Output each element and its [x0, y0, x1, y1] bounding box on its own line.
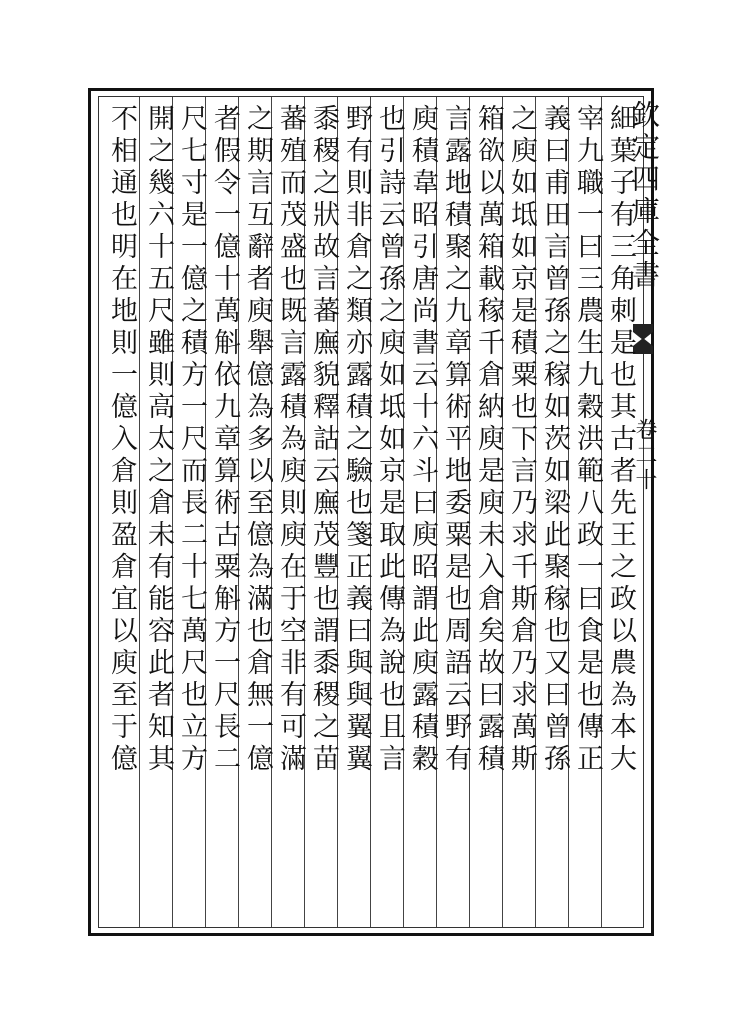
text-column: 黍稷之狀故言蕃廡貌釋詁云廡茂豐也謂黍稷之苗 [308, 104, 339, 776]
text-column: 蕃殖而茂盛也既言露積為庾則庾在于空非有可滿 [275, 104, 306, 776]
text-column: 者假令一億十萬斛依九章算術古粟斛方一尺長二 [209, 104, 240, 776]
volume-number: 卷二十 [632, 418, 657, 493]
text-column: 之庾如坻如京是積粟也下言乃求千斯倉乃求萬斯 [506, 104, 537, 776]
text-column: 言露地積聚之九章算術平地委粟是也周語云野有 [440, 104, 471, 776]
text-column: 細葉子有三角刺是也其古者先王之政以農為本大 [605, 104, 636, 776]
text-column: 之期言互辭者庾舉億為多以至億為滿也倉無一億 [242, 104, 273, 776]
text-column: 不相通也明在地則一億入倉則盈倉宜以庾至于億 [106, 104, 137, 776]
text-column: 也引詩云曾孫之庾如坻如京是取此傳為說也且言 [374, 104, 405, 776]
text-column: 庾積韋昭引唐尚書云十六斗曰庾昭謂此庾露積穀 [407, 104, 438, 776]
text-column: 義曰甫田言曾孫之稼如茨如梁此聚稼也又曰曾孫 [539, 104, 570, 776]
text-column: 野有則非倉之類亦露積之驗也箋正義曰與與翼翼 [341, 104, 372, 776]
text-column: 開之幾六十五尺雖則高太之倉未有能容此者知其 [143, 104, 174, 776]
text-column: 宰九職一曰三農生九穀洪範八政一曰食是也傳正 [572, 104, 603, 776]
text-column: 尺七寸是一億之積方一尺而長二十七萬尺也立方 [176, 104, 207, 776]
book-title: 欽定四庫全書 [628, 100, 661, 292]
text-column: 箱欲以萬箱載稼千倉納庾是庾未入倉矣故曰露積 [473, 104, 504, 776]
